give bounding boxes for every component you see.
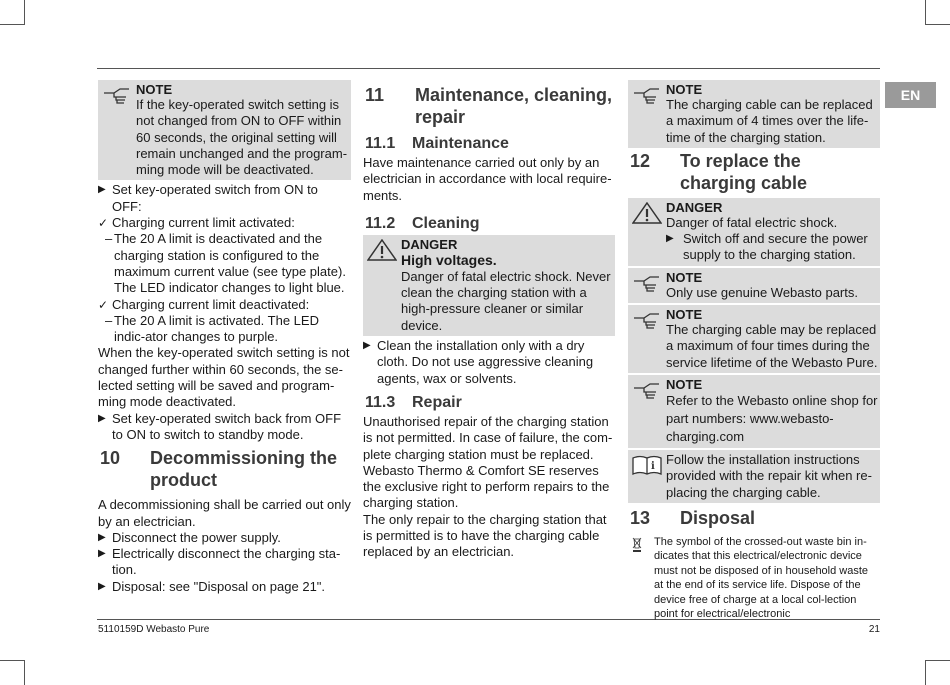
section-heading-11: 11 Maintenance, cleaning, repair	[365, 85, 613, 127]
triangle-bullet-icon: ▶	[98, 184, 106, 196]
danger-title: DANGER	[666, 199, 723, 215]
note-title: NOTE	[666, 307, 703, 323]
paragraph: Have maintenance carried out only by an electrician in accordance with local require-ments.	[363, 155, 612, 203]
footer-document-id: 5110159D Webasto Pure	[98, 624, 210, 635]
danger-text: Danger of fatal electric shock. Never clean the charging station with a high-pressure cleaner or similar device.	[401, 268, 611, 333]
note-box	[628, 375, 880, 448]
check-icon: ✓	[98, 216, 109, 231]
triangle-bullet-icon: ▶	[98, 531, 106, 543]
list-item: ▶ Electrically disconnect the charging sta-tion.	[98, 546, 341, 578]
list-item: ✓ Charging current limit activated:	[98, 215, 295, 231]
list-item: ✓ Charging current limit deactivated:	[98, 296, 310, 312]
note-title: NOTE	[666, 82, 703, 97]
list-item: ▶ Set key-operated switch from ON to OFF:	[98, 182, 318, 214]
middle-column	[363, 80, 615, 561]
list-item: ▶ Set key-operated switch back from OFF to ON to switch to standby mode.	[98, 410, 342, 442]
danger-box	[628, 198, 880, 266]
danger-subtitle: High voltages.	[401, 251, 497, 268]
note-text: If the key-operated switch setting is not changed from ON to OFF within 60 seconds, the original setting will remain unchanged and the program-ming mode will be deactivated.	[136, 97, 348, 178]
note-text: The charging cable may be replaced a maximum of four times during the service lifetime of the Webasto Pure.	[666, 322, 878, 370]
paragraph: The only repair to the charging station that is permitted is to have the charging cable replaced by an electrician.	[363, 511, 607, 560]
crop-mark-top-left	[0, 0, 25, 25]
section-heading-11-2: 11.2 Cleaning	[365, 214, 480, 232]
note-box	[628, 305, 880, 373]
note-title: NOTE	[666, 269, 703, 285]
dash-icon: –	[105, 312, 113, 328]
section-heading-12: 12 To replace the charging cable	[630, 150, 808, 193]
note-box	[628, 268, 880, 303]
list-item: ▶ Clean the installation only with a dry cloth. Do not use aggressive cleaning agents, wax or solvents.	[363, 338, 594, 386]
info-box	[628, 450, 880, 503]
pointing-hand-icon	[632, 84, 662, 106]
triangle-bullet-icon: ▶	[666, 233, 674, 245]
danger-text: Danger of fatal electric shock.	[666, 214, 838, 230]
list-item: ▶ Switch off and secure the power supply to the charging station.	[666, 231, 868, 263]
note-title: NOTE	[136, 82, 173, 97]
pointing-hand-icon	[102, 84, 132, 106]
pointing-hand-icon	[632, 309, 662, 331]
note-title: NOTE	[666, 376, 703, 392]
triangle-bullet-icon: ▶	[98, 548, 106, 560]
triangle-bullet-icon: ▶	[98, 580, 106, 592]
list-item: ▶ Disconnect the power supply.	[98, 529, 281, 545]
disposal-text: The symbol of the crossed-out waste bin in-dicates that this electrical/electronic device must not be disposed of in household waste at the end of its service life. Dispose of the device free of charge at a local col-lection point for electrical/electronic	[654, 535, 869, 621]
disposal-block	[628, 535, 880, 622]
left-column	[98, 80, 351, 595]
list-item: – The 20 A limit is activated. The LED indic-ator changes to purple.	[105, 312, 319, 345]
list-item: – The 20 A limit is deactivated and the charging station is configured to the maximum current value (see type plate). The LED indicator changes to light blue.	[105, 231, 346, 296]
page-number: 21	[868, 624, 880, 635]
info-text: Follow the installation instructions provided with the repair kit when re-placing the charging cable.	[666, 451, 872, 500]
paragraph: A decommissioning shall be carried out only by an electrician.	[98, 497, 351, 529]
warning-triangle-icon	[367, 239, 397, 261]
dash-icon: –	[105, 231, 113, 247]
crossed-out-bin-icon	[632, 537, 642, 553]
note-text: Refer to the Webasto online shop for part numbers: www.webasto-charging.com	[666, 392, 878, 444]
danger-box	[363, 235, 615, 336]
note-text: Only use genuine Webasto parts.	[666, 284, 858, 300]
paragraph: When the key-operated switch setting is not changed further within 60 seconds, the se-lected setting will be saved and program-ming mode deactivated.	[98, 345, 350, 410]
section-heading-11-1: 11.1 Maintenance	[365, 135, 509, 152]
paragraph: Unauthorised repair of the charging station is not permitted. In case of failure, the com-plete charging station must be replaced. Webasto Thermo & Comfort SE reserves the exclusive right to perform repairs to the charging station.	[363, 413, 613, 511]
crop-mark-bottom-left	[0, 660, 25, 685]
danger-title: DANGER	[401, 236, 458, 252]
note-text: The charging cable can be replaced a maximum of 4 times over the life-time of the charging station.	[666, 97, 873, 145]
check-icon: ✓	[98, 297, 109, 312]
warning-triangle-icon	[632, 202, 662, 224]
crop-mark-bottom-right	[925, 660, 950, 685]
section-heading-10: 10 Decommissioning the product	[100, 448, 338, 491]
note-box	[98, 80, 351, 180]
triangle-bullet-icon: ▶	[98, 412, 106, 424]
triangle-bullet-icon: ▶	[363, 340, 371, 352]
svg-text:i: i	[651, 460, 655, 472]
pointing-hand-icon	[632, 272, 662, 294]
list-item: ▶ Disposal: see "Disposal on page 21".	[98, 578, 326, 594]
pointing-hand-icon	[632, 379, 662, 401]
manual-info-icon	[632, 454, 662, 476]
section-heading-13: 13 Disposal	[630, 507, 756, 528]
crop-mark-top-right	[925, 0, 950, 25]
right-column	[628, 80, 880, 622]
header-rule	[97, 68, 880, 69]
language-tab: EN	[885, 82, 936, 108]
note-box	[628, 80, 880, 148]
section-heading-11-3: 11.3 Repair	[365, 393, 462, 411]
